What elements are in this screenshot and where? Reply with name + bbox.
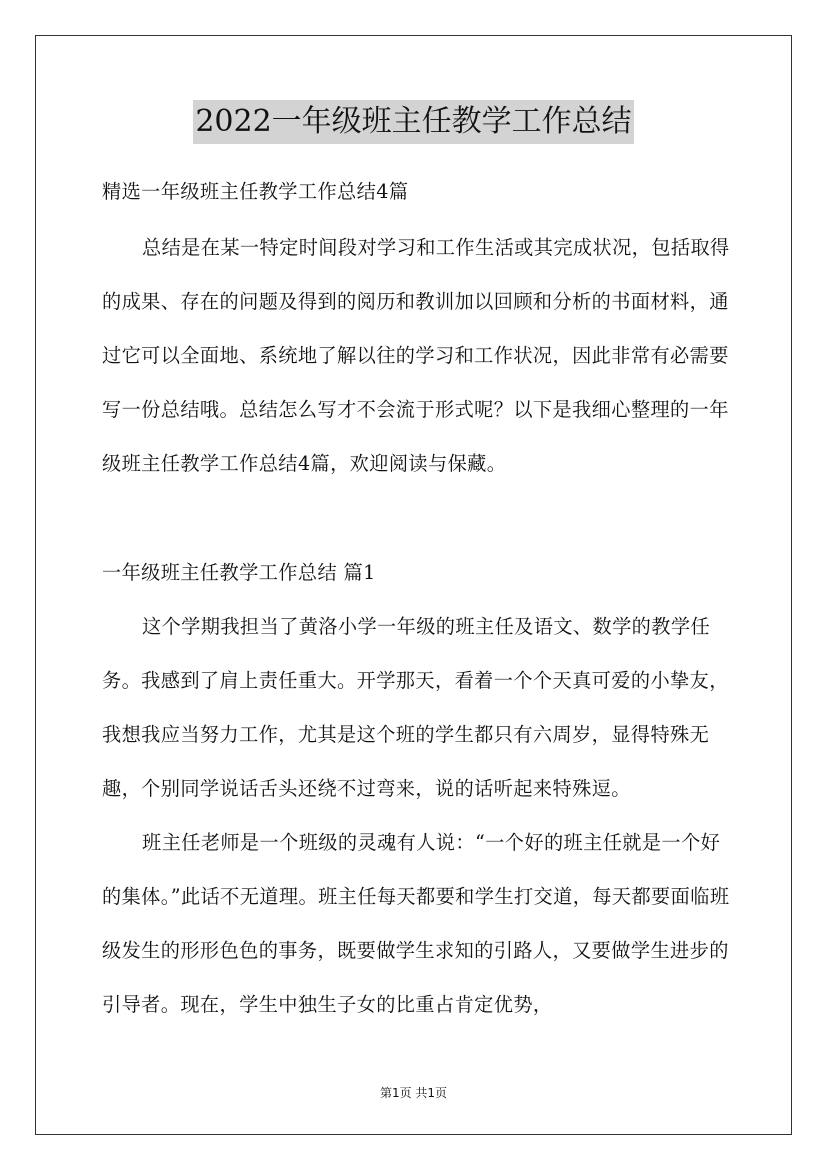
page-footer: 第1页 共1页 — [379, 1086, 448, 1100]
document-subtitle: 精选一年级班主任教学工作总结4篇 — [102, 180, 409, 203]
body-paragraph-2: 班主任老师是一个班级的灵魂有人说：“一个好的班主任就是一个好的集体。”此话不无道理。班主任每天都要和学生打交道，每天都要面临班级发生的形形色色的事务，既要做学生求知的引路人，又要做学生进步的引导者。现在，学生中独生子女的比重占肯定优势， — [102, 831, 730, 1016]
section-heading: 一年级班主任教学工作总结 篇1 — [102, 561, 376, 584]
intro-paragraph: 总结是在某一特定时间段对学习和工作生活或其完成状况，包括取得的成果、存在的问题及得到的阅历和教训加以回顾和分析的书面材料，通过它可以全面地、系统地了解以往的学习和工作状况，因此非常有必需要写一份总结哦。总结怎么写才不会流于形式呢？以下是我细心整理的一年级班主任教学工作总结4篇，欢迎阅读与保藏。 — [102, 236, 730, 475]
title-container — [0, 100, 827, 144]
document-title: 2022一年级班主任教学工作总结 — [193, 100, 633, 144]
body-paragraph-1: 这个学期我担当了黄洛小学一年级的班主任及语文、数学的教学任务。我感到了肩上责任重大。开学那天，看着一个个天真可爱的小挚友，我想我应当努力工作，尤其是这个班的学生都只有六周岁，显得特殊无趣，个别同学说话舌头还绕不过弯来，说的话听起来特殊逗。 — [102, 615, 729, 800]
